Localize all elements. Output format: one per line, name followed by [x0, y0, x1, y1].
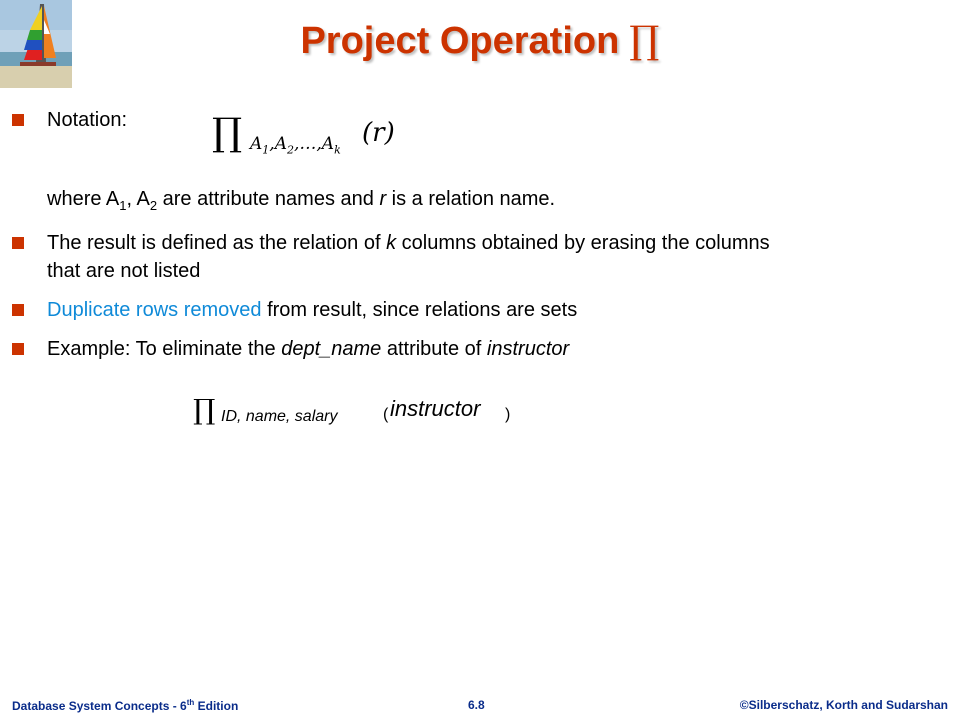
footer-edition-sup: th	[186, 698, 195, 707]
sub-index-k: k	[334, 143, 341, 157]
slide-title-text: Project Operation	[300, 20, 620, 62]
where-sub-1: 1	[119, 198, 127, 213]
where-text-c: are attribute names and	[157, 188, 380, 210]
sub-attr-a1: A	[250, 134, 263, 154]
duplicate-rows-rest: from result, since relations are sets	[261, 299, 578, 321]
projection-symbol: ∏	[212, 110, 243, 154]
bullet-marker	[12, 237, 24, 249]
notation-argument: (r)	[362, 118, 395, 148]
example-projection-symbol: ∏	[193, 393, 216, 426]
duplicate-rows-highlight: Duplicate rows removed	[47, 299, 262, 321]
result-line-2: that are not listed	[47, 260, 201, 282]
result-definition	[47, 229, 927, 285]
duplicate-rows-line	[47, 296, 577, 324]
sub-index-2: 2	[286, 143, 294, 157]
sub-index-1: 1	[262, 143, 270, 157]
where-r: r	[379, 188, 387, 210]
where-text-b: , A	[126, 188, 150, 210]
where-sub-2: 2	[149, 198, 158, 213]
bullet-marker	[12, 304, 24, 316]
slide-title	[0, 18, 960, 63]
example-subscript: ID, name, salary	[221, 408, 338, 425]
example-text-b: attribute of	[381, 338, 487, 360]
example-open-paren: (	[383, 406, 389, 423]
where-text-a: where A	[47, 188, 120, 210]
result-text-a: The result is defined as the relation of	[47, 232, 387, 254]
sub-sep-2: ,…,	[293, 134, 322, 154]
where-text-d: is a relation name.	[386, 188, 556, 210]
example-text-a: Example: To eliminate the	[47, 338, 282, 360]
example-relation-name: instructor	[390, 396, 481, 421]
example-attr: dept_name	[281, 338, 382, 360]
pi-symbol-icon: ∏	[629, 18, 660, 62]
result-line-1	[47, 229, 927, 257]
example-relation: instructor	[486, 338, 570, 360]
sub-sep-1: ,	[269, 134, 275, 154]
example-close-paren: )	[505, 406, 511, 423]
footer-page-number: 6.8	[468, 698, 485, 712]
bullet-marker	[12, 343, 24, 355]
example-line	[47, 335, 569, 363]
result-text-b: columns obtained by erasing the columns	[396, 232, 770, 254]
where-line	[47, 185, 555, 220]
bullet-marker	[12, 114, 24, 126]
footer-book-title: Database System Concepts - 6	[12, 699, 187, 713]
notation-subscript	[250, 134, 341, 156]
notation-label: Notation:	[47, 109, 128, 131]
sub-attr-a2: A	[274, 134, 287, 154]
footer-edition: Edition	[194, 699, 239, 713]
sub-attr-ak: A	[321, 134, 335, 154]
footer-copyright: ©Silberschatz, Korth and Sudarshan	[739, 698, 948, 712]
notation-formula	[212, 112, 412, 162]
footer-left	[12, 698, 238, 713]
result-k: k	[386, 232, 397, 254]
